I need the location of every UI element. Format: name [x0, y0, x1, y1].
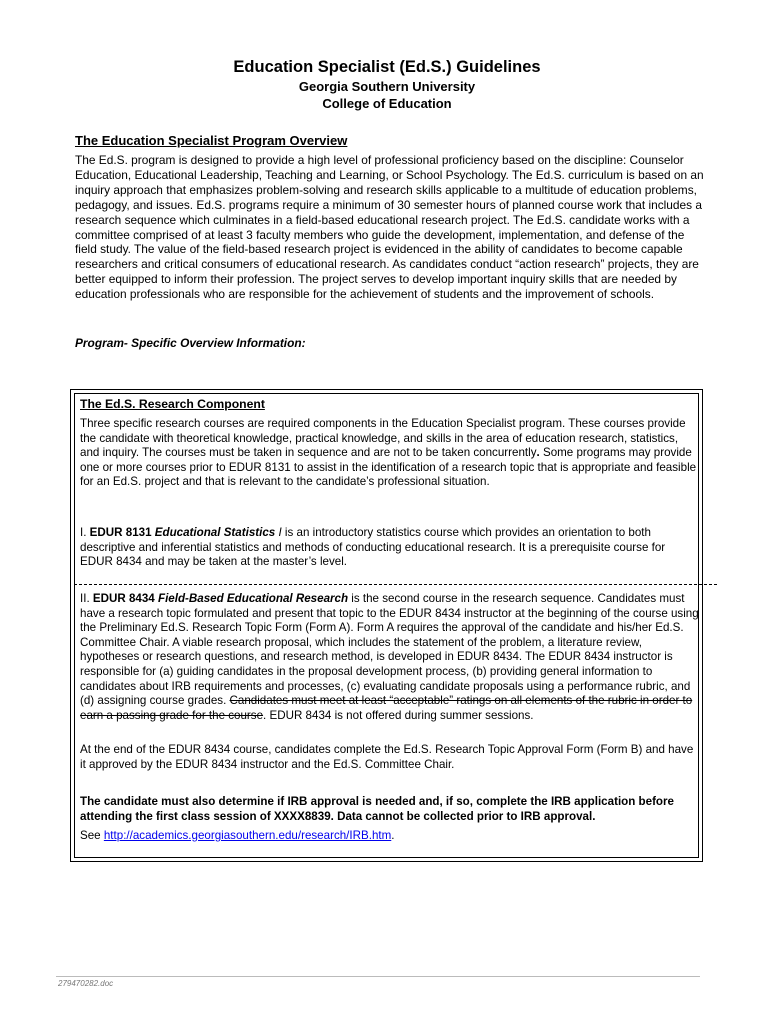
- edur-8131-paragraph: [80, 526, 700, 570]
- program-specific-heading: Program- Specific Overview Information:: [75, 336, 306, 350]
- footer-divider: [56, 976, 700, 977]
- see-label: See: [80, 829, 104, 842]
- research-component-heading: The Ed.S. Research Component: [80, 397, 265, 411]
- college-name: College of Education: [322, 96, 452, 111]
- research-component-text-2: Some programs may provide one or more courses prior to EDUR 8131 to assist in the identification of a research topic that is appropriate and feasible for an Ed.S. project and that is relevant to the candidate’s professional situation.: [80, 446, 697, 489]
- edur-8434-after-strike: . EDUR 8434 is not offered during summer sessions.: [263, 708, 534, 722]
- document-title: Education Specialist (Ed.S.) Guidelines: [233, 58, 541, 76]
- edur-8131-text: is an introductory statistics course which provides an orientation to both descriptive and inferential statistics and methods of conducting educational research. It is a prerequisite course for EDUR 8434 and may be taken at the master’s level.: [80, 526, 666, 569]
- irb-link[interactable]: http://academics.georgiasouthern.edu/research/IRB.htm: [103, 829, 392, 842]
- edur-8131-numeral: I.: [80, 526, 90, 539]
- research-component-paragraph: [80, 417, 700, 490]
- see-end: .: [391, 829, 395, 842]
- irb-note: The candidate must also determine if IRB approval is needed and, if so, complete the IRB application before attending the first class session of XXXX8839. Data cannot be collected prior to IRB approval.: [80, 795, 674, 823]
- edur-8434-numeral: II.: [80, 592, 93, 605]
- overview-paragraph: The Ed.S. program is designed to provide a high level of professional proficiency based on the discipline: Counselor Education, Educational Leadership, Teaching and Learning, or School Psychology. The Ed.S. curriculum is based on an inquiry approach that emphasizes problem-solving and research skills applicable to a multitude of education problems, pedagogy, and issues. Ed.S. programs require a minimum of 30 semester hours of planned course work that includes a research sequence which culminates in a field-based educational research project. The Ed.S. candidate works with a committee comprised of at least 3 faculty members who guide the development, implementation, and defense of the field study. The value of the field-based research project is evidenced in the ability of candidates to become capable researchers and critical consumers of educational research. As candidates conduct “action research” projects, they are better equipped to inform their profession. The project serves to develop important inquiry skills that are needed by education professionals who are responsible for the achievement of students and the improvement of schools.: [75, 153, 704, 302]
- edur-8434-code: EDUR 8434: [92, 592, 158, 605]
- edur-8131-suffix: I: [275, 526, 282, 539]
- edur-8434-name: Field-Based Educational Research: [157, 592, 349, 605]
- edur-8131-code: EDUR 8131: [89, 526, 155, 539]
- edur-8434-struck-text: Candidates must meet at least “acceptable” ratings on all elements of the rubric in order to earn a passing grade for the course: [80, 694, 693, 722]
- research-component-text-1: Three specific research courses are required components in the Education Specialist program. These courses provide the candidate with theoretical knowledge, practical knowledge, and skills in the area of education research, statistics, and inquiry. The courses must be taken in sequence and are not to be taken concurrently: [80, 417, 686, 460]
- overview-heading: The Education Specialist Program Overview: [75, 133, 348, 148]
- edur-8131-name: Educational Statistics: [154, 526, 276, 539]
- university-name: Georgia Southern University: [298, 79, 476, 94]
- form-b-paragraph: At the end of the EDUR 8434 course, candidates complete the Ed.S. Research Topic Approval Form (Form B) and have it approved by the EDUR 8434 instructor and the Ed.S. Committee Chair.: [80, 743, 694, 771]
- dashed-divider: [74, 584, 717, 585]
- edur-8434-text: is the second course in the research sequence. Candidates must have a research topic formulated and present that topic to the EDUR 8434 instructor at the beginning of the course using the Preliminary Ed.S. Research Topic Form (Form A). Form A requires the approval of the candidate and his/her Ed.S. Committee Chair. A viable research proposal, which includes the statement of the problem, a literature review, hypotheses or research questions, and research method, is developed in EDUR 8434. The EDUR 8434 instructor is responsible for (a) guiding candidates in the proposal development process, (b) providing general information to candidates about IRB requirements and processes, (c) evaluating candidate proposals using a performance rubric, and (d) assigning course grades.: [80, 592, 699, 708]
- research-component-bold-period: .: [536, 446, 540, 460]
- irb-see-line: [80, 829, 700, 844]
- footer-filename: 279470282.doc: [58, 979, 114, 988]
- edur-8434-paragraph: [80, 592, 700, 723]
